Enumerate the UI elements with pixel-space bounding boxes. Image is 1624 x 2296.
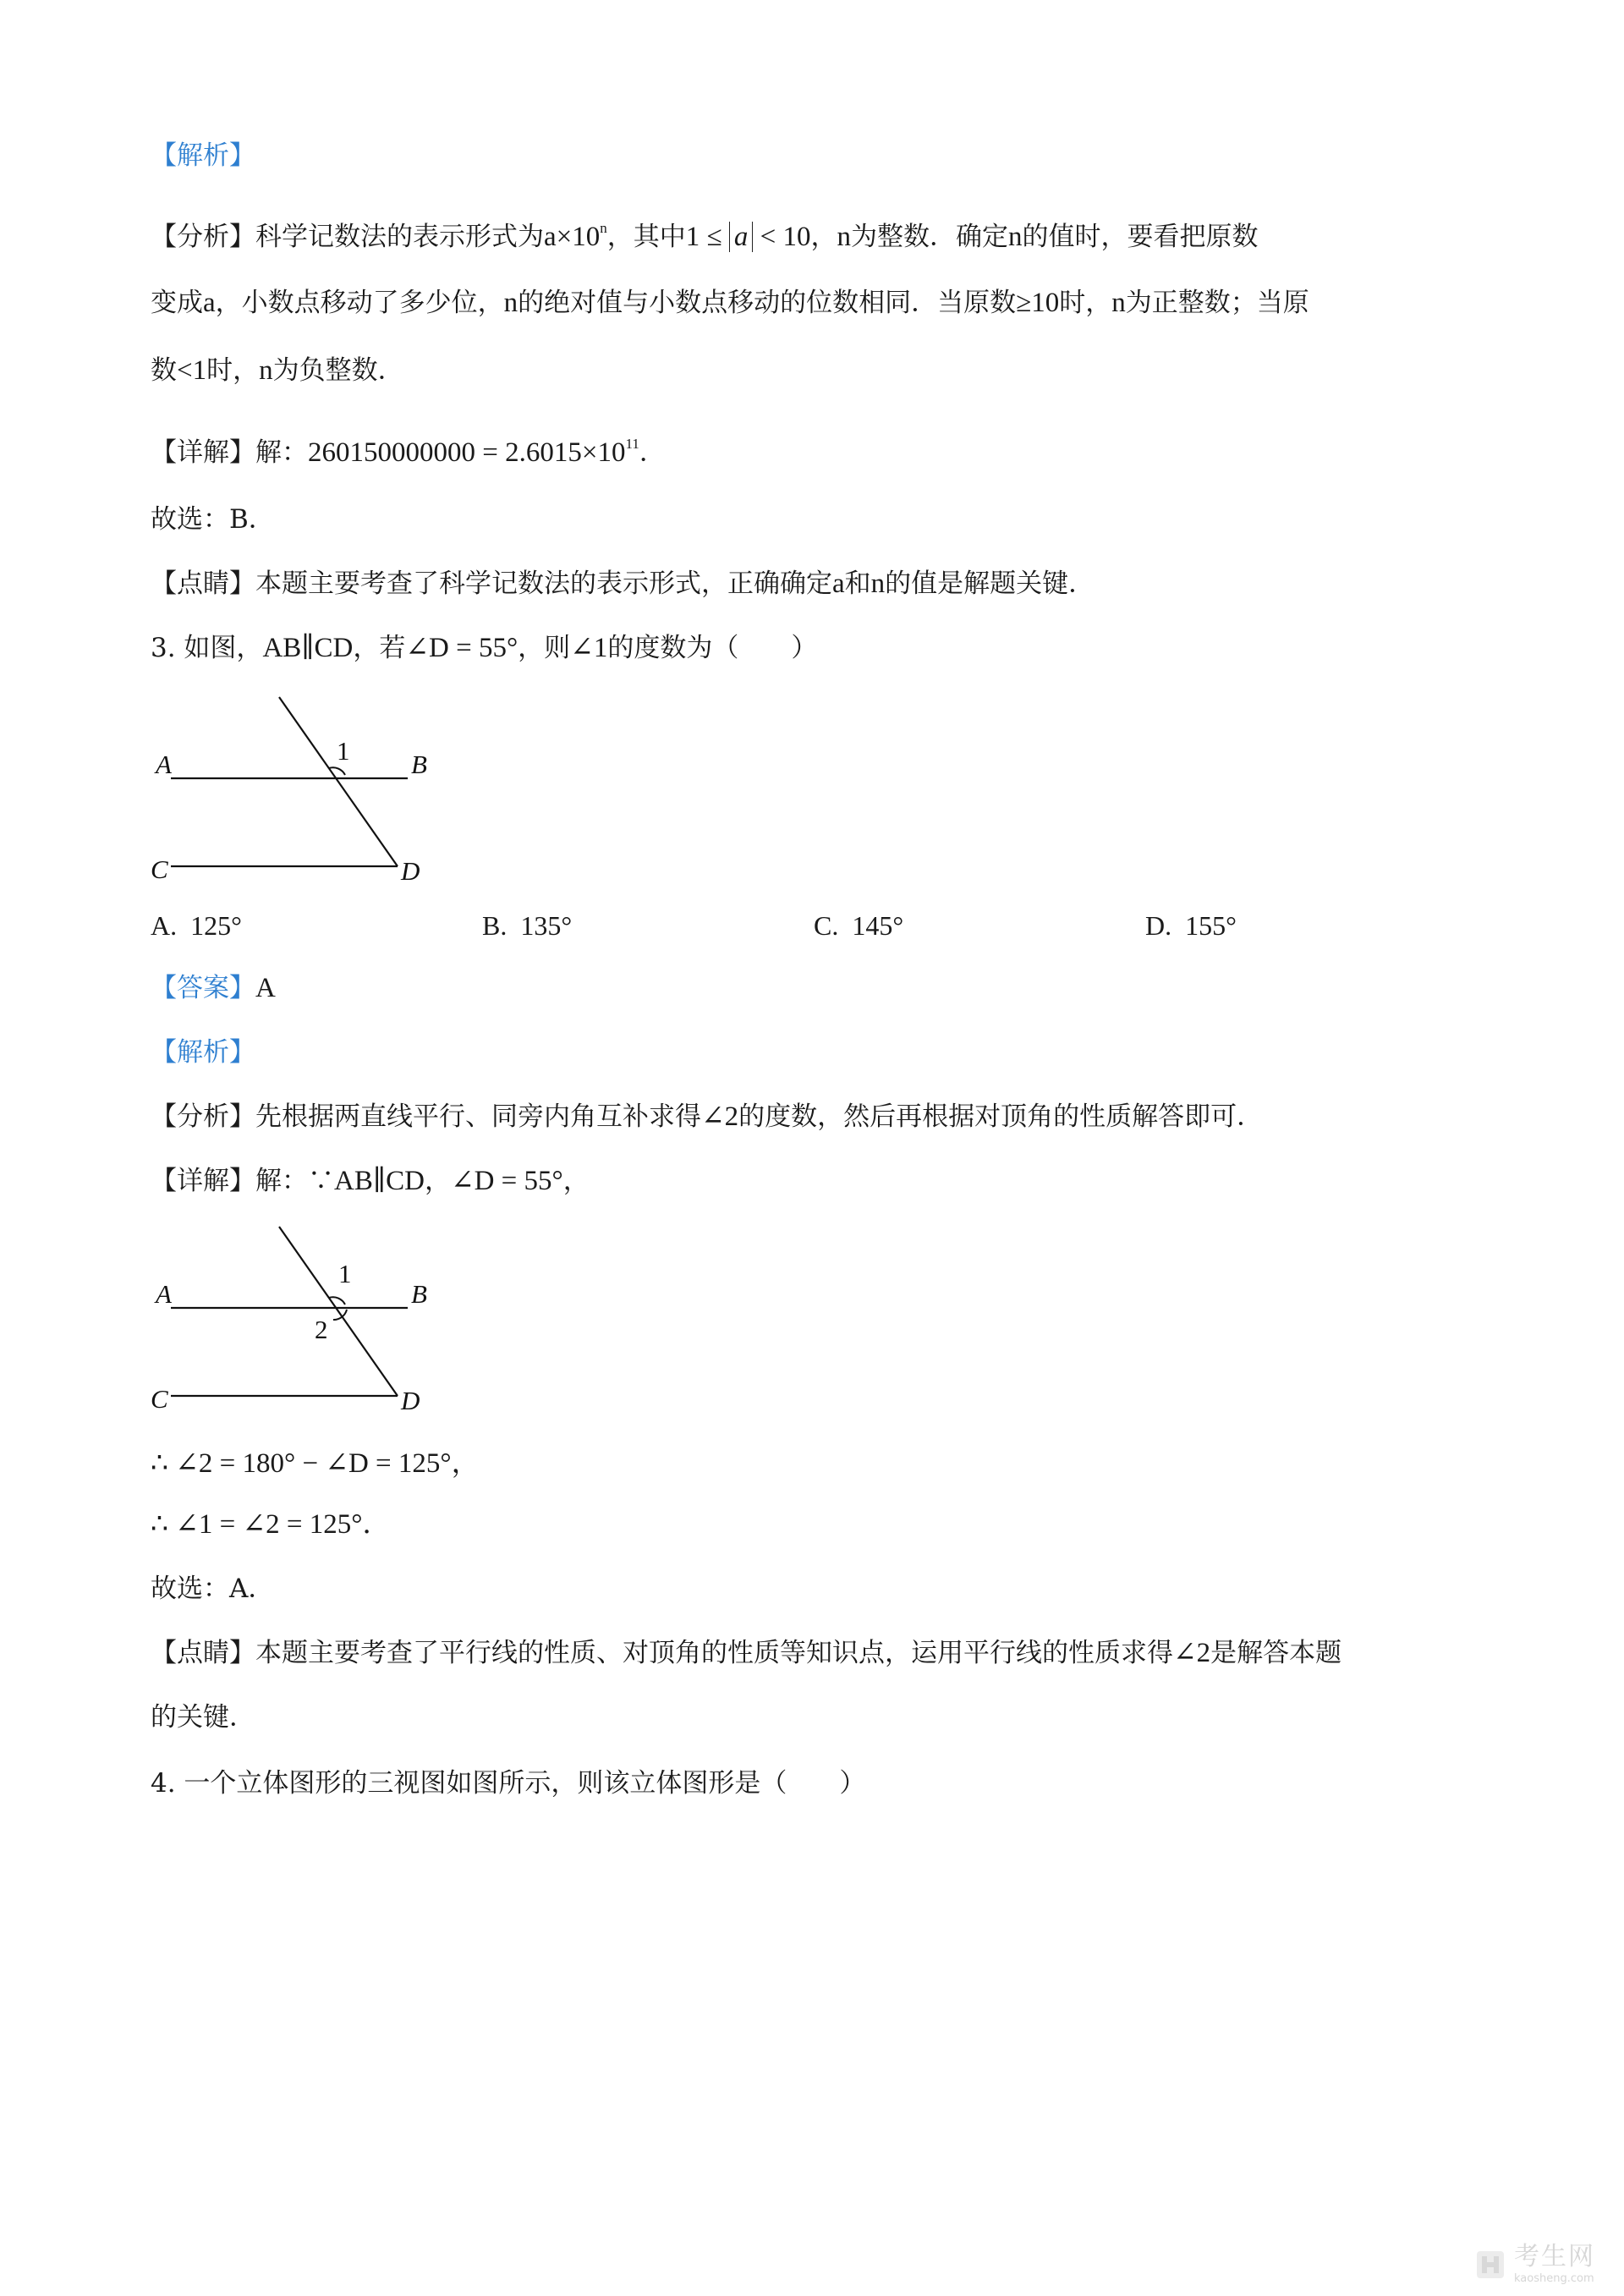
option-b[interactable]: B. 135° bbox=[482, 910, 573, 941]
q3-dianjing: 【点睛】本题主要考查了平行线的性质、对顶角的性质等知识点，运用平行线的性质求得∠2是解答本题 bbox=[151, 1638, 1342, 1668]
option-a[interactable]: A. 125° bbox=[151, 910, 242, 941]
label-c: C bbox=[151, 1384, 168, 1414]
option-d[interactable]: D. 155° bbox=[1145, 910, 1237, 941]
q3-figure-1 bbox=[144, 685, 448, 888]
prev-dianjing: 【点睛】本题主要考查了科学记数法的表示形式，正确确定a和n的值是解题关键． bbox=[151, 569, 1095, 599]
q3-guxuan: 故选：A． bbox=[151, 1574, 275, 1604]
q3-figure-2 bbox=[144, 1215, 448, 1418]
label-angle-2: 2 bbox=[315, 1315, 328, 1344]
prev-xiangjie: 【详解】解：$260150000000 = 2.6015\times 10^{11}$． bbox=[151, 436, 666, 468]
label-d: D bbox=[401, 856, 420, 886]
label-b: B bbox=[411, 1279, 427, 1309]
transversal bbox=[279, 697, 398, 866]
q3-stem: 3. 如图，AB∥CD，若∠D = 55°，则∠1的度数为（ ） bbox=[151, 633, 818, 663]
watermark-url: kaosheng.com bbox=[1514, 2272, 1594, 2285]
q3-step-1: ∴ ∠2 = 180° − ∠D = 125°， bbox=[151, 1448, 480, 1479]
prev-jiexi-tag: 【解析】 bbox=[151, 140, 255, 171]
prev-fenxi-line-3: 数<1时，n为负整数． bbox=[151, 355, 404, 386]
label-angle-1: 1 bbox=[338, 1259, 352, 1288]
prev-fenxi-line-1: 【分析】科学记数法的表示形式为$a\times 10^n$，其中1 ≤ a < 10，n为整数．确定n的值时，要看把原数 bbox=[151, 220, 1259, 252]
abs-value-a: a bbox=[729, 222, 754, 252]
label-angle-1: 1 bbox=[337, 736, 350, 766]
q3-jiexi-tag: 【解析】 bbox=[151, 1037, 255, 1068]
label-a: A bbox=[156, 1279, 172, 1309]
label-a: A bbox=[156, 750, 172, 779]
label-b: B bbox=[411, 750, 427, 779]
q3-xiangjie: 【详解】解：∵AB∥CD，∠D = 55°， bbox=[151, 1166, 590, 1196]
fenxi-tag: 【分析】 bbox=[151, 222, 255, 252]
label-c: C bbox=[151, 854, 168, 884]
q3-fenxi: 【分析】先根据两直线平行、同旁内角互补求得∠2的度数，然后再根据对顶角的性质解答即可． bbox=[151, 1101, 1264, 1132]
option-c[interactable]: C. 145° bbox=[814, 910, 904, 941]
q3-step-2: ∴ ∠1 = ∠2 = 125°． bbox=[151, 1509, 391, 1540]
watermark-brand: 考生网 bbox=[1514, 2242, 1595, 2271]
q4-stem: 4. 一个立体图形的三视图如图所示，则该立体图形是（ ） bbox=[151, 1768, 866, 1799]
prev-guxuan: 故选：B． bbox=[151, 504, 275, 535]
q3-dianjing-cont: 的关键． bbox=[151, 1702, 255, 1733]
transversal bbox=[279, 1227, 398, 1396]
label-d: D bbox=[401, 1386, 420, 1415]
watermark-logo-icon bbox=[1475, 2249, 1506, 2280]
prev-fenxi-line-2: 变成a，小数点移动了多少位，n的绝对值与小数点移动的位数相同．当原数≥10时，n为正整数；当原 bbox=[151, 288, 1309, 318]
watermark bbox=[1475, 2244, 1595, 2284]
q3-answer: 【答案】A bbox=[151, 973, 276, 1003]
